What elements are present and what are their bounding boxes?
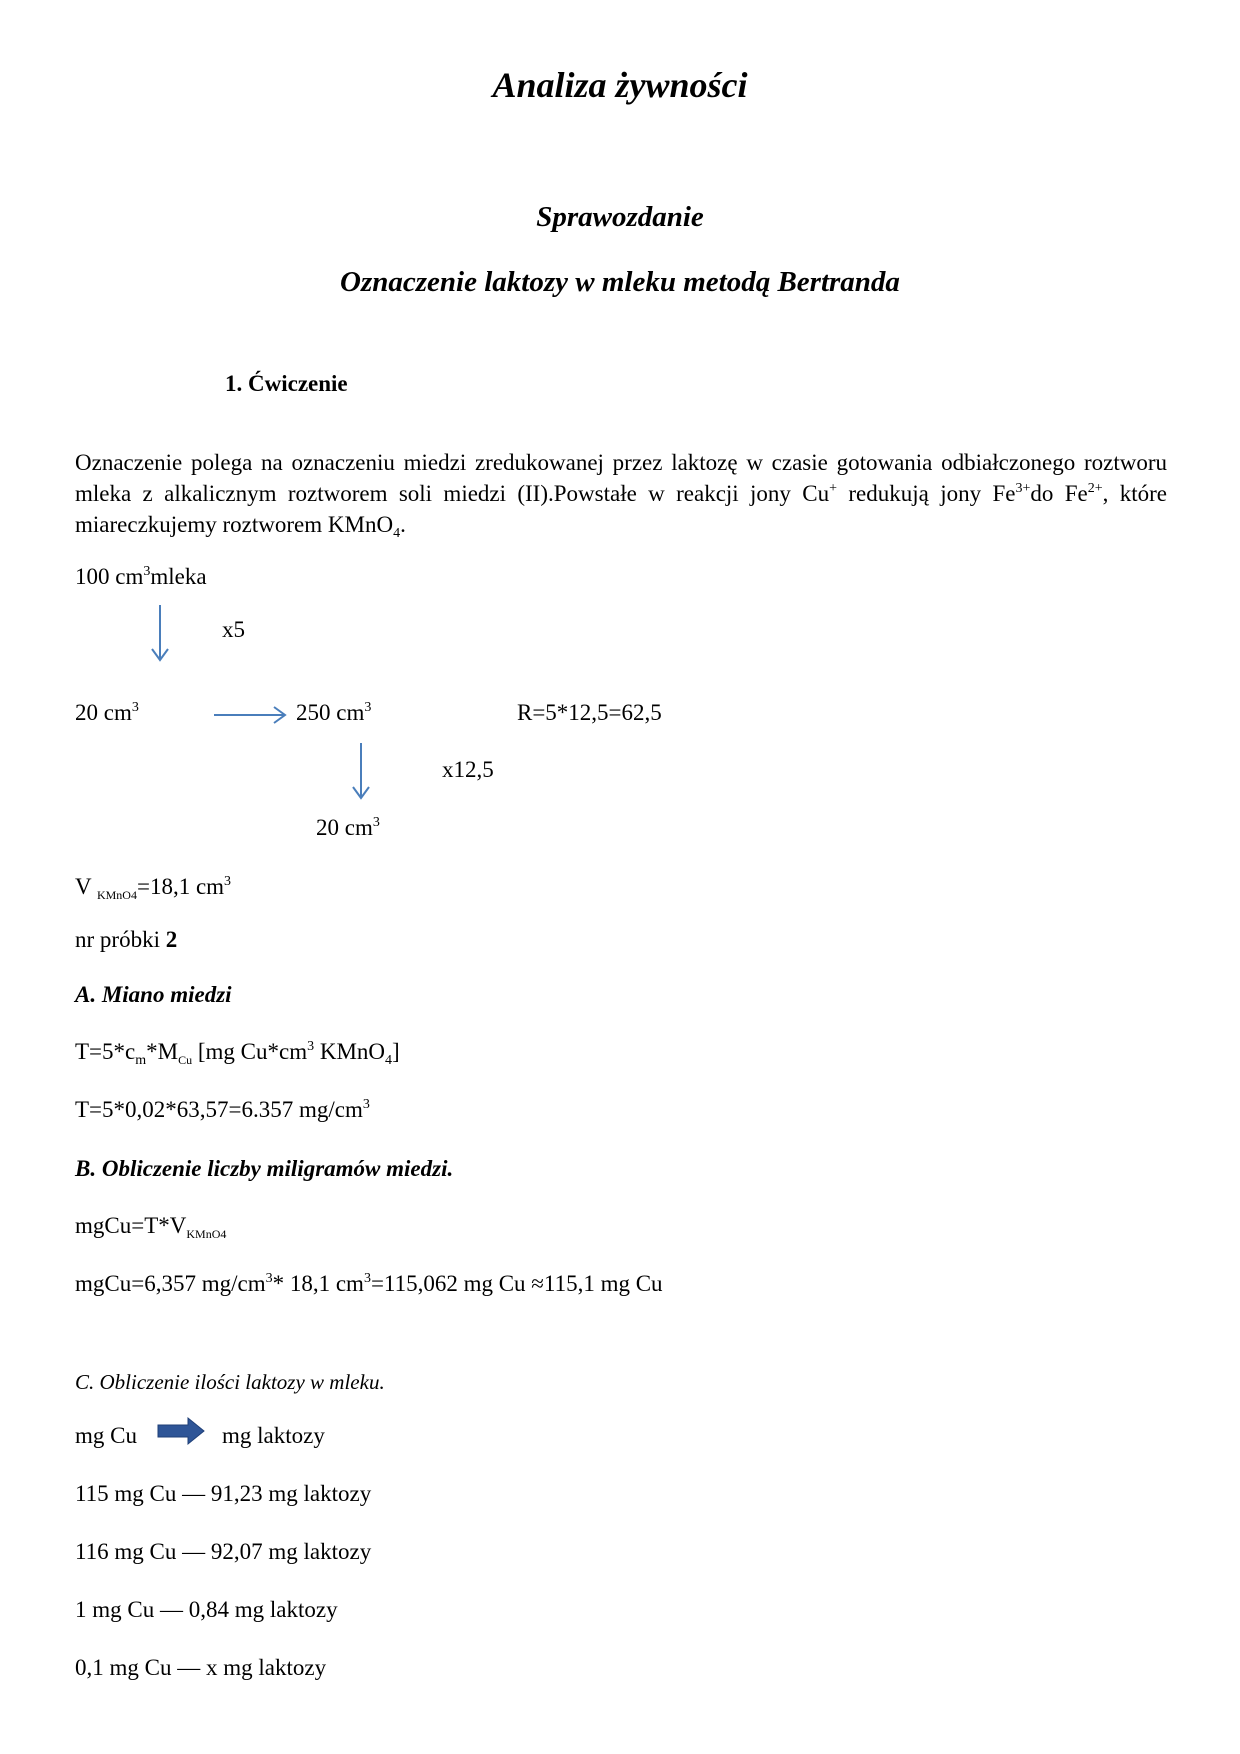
section-heading-b: B. Obliczenie liczby miligramów miedzi. — [75, 1156, 454, 1181]
formula-text: [mg Cu*cm — [192, 1039, 308, 1064]
scheme-start — [75, 564, 207, 590]
bottom-volume: 20 cm — [316, 815, 373, 840]
paragraph-sup: 3+ — [1015, 481, 1031, 496]
calc-text: * 18,1 cm — [272, 1271, 364, 1296]
titer-calculation — [75, 1097, 370, 1123]
flask-volume: 250 cm — [296, 700, 365, 725]
proportion-row: 0,1 mg Cu — x mg laktozy — [75, 1655, 327, 1680]
calc-text: =115,062 mg Cu ≈115,1 mg Cu — [370, 1271, 663, 1296]
section-heading-a: A. Miano miedzi — [75, 982, 232, 1007]
v-sub: KMnO4 — [96, 888, 137, 902]
flask-sup: 3 — [364, 700, 372, 715]
scheme-left-volume — [75, 700, 139, 726]
paragraph-sup: + — [829, 481, 838, 496]
formula-text: *M — [146, 1039, 179, 1064]
down-arrow-icon — [346, 741, 376, 801]
sample-number: 2 — [165, 927, 178, 952]
calc-text: T=5*0,02*63,57=6.357 mg/cm — [75, 1097, 363, 1122]
proportion-row: 115 mg Cu — 91,23 mg laktozy — [75, 1481, 372, 1506]
calc-sup: 3 — [362, 1097, 370, 1112]
start-sup: 3 — [143, 564, 151, 579]
formula-text: T=5*c — [75, 1039, 136, 1064]
formula-text: ] — [392, 1039, 400, 1064]
calc-text: mgCu=6,357 mg/cm — [75, 1271, 266, 1296]
document-subtitle: Sprawozdanie — [536, 201, 704, 233]
intro-paragraph — [75, 447, 1167, 540]
section-heading-c: C. Obliczenie ilości laktozy w mleku. — [75, 1370, 385, 1394]
bottom-sup: 3 — [372, 815, 380, 830]
scheme-bottom-volume — [316, 815, 380, 841]
document-title: Analiza żywności — [492, 65, 748, 105]
paragraph-text: redukują jony Fe — [837, 481, 1016, 506]
right-arrow-icon — [212, 703, 292, 727]
start-volume: 100 cm — [75, 564, 144, 589]
formula-sub: 4 — [385, 1053, 393, 1068]
scheme-factor-1: x5 — [222, 617, 245, 642]
scheme-r-formula: R=5*12,5=62,5 — [517, 700, 662, 725]
left-volume: 20 cm — [75, 700, 132, 725]
left-sup: 3 — [131, 700, 139, 715]
titrant-volume — [75, 874, 231, 900]
document-topic: Oznaczenie laktozy w mleku metodą Bertranda — [340, 266, 900, 298]
v-sup: 3 — [224, 874, 232, 889]
formula-sub: KMnO4 — [186, 1227, 227, 1241]
conversion-to: mg laktozy — [222, 1423, 325, 1448]
formula-sub: Cu — [178, 1053, 193, 1067]
sample-label: nr próbki — [75, 927, 166, 952]
section-heading-cwiczenie: 1. Ćwiczenie — [225, 371, 348, 396]
paragraph-sup: 2+ — [1087, 481, 1103, 496]
start-label: mleka — [150, 564, 207, 589]
copper-calculation — [75, 1271, 663, 1297]
block-arrow-icon — [156, 1417, 206, 1445]
scheme-factor-2: x12,5 — [442, 757, 494, 782]
proportion-row: 1 mg Cu — 0,84 mg laktozy — [75, 1597, 338, 1622]
paragraph-text: do Fe — [1030, 481, 1088, 506]
calc-sup: 3 — [265, 1271, 273, 1286]
formula-sub: m — [135, 1053, 147, 1068]
v-value: =18,1 cm — [136, 874, 225, 899]
down-arrow-icon — [145, 603, 175, 663]
conversion-from: mg Cu — [75, 1423, 137, 1448]
proportion-row: 116 mg Cu — 92,07 mg laktozy — [75, 1539, 372, 1564]
copper-formula — [75, 1213, 226, 1239]
paragraph-text: . — [400, 512, 406, 537]
titer-formula — [75, 1039, 400, 1068]
scheme-flask-volume — [296, 700, 371, 726]
paragraph-text: Oznaczenie polega na oznaczeniu miedzi zredukowanej przez laktozę w czasie gotowania odbiałczonego roztworu mleka z alkalicznym roztworem soli miedzi (II).Powstałe w reakcji jony Cu — [75, 450, 1167, 506]
sample-number-line — [75, 927, 177, 953]
paragraph-text: , które miareczkujemy roztworem KMnO — [75, 481, 1168, 537]
calc-sup: 3 — [363, 1271, 371, 1286]
formula-text: mgCu=T*V — [75, 1213, 187, 1238]
formula-text: KMnO — [314, 1039, 386, 1064]
v-symbol: V — [75, 874, 97, 899]
formula-sup: 3 — [307, 1039, 315, 1054]
paragraph-sub: 4 — [393, 526, 401, 541]
